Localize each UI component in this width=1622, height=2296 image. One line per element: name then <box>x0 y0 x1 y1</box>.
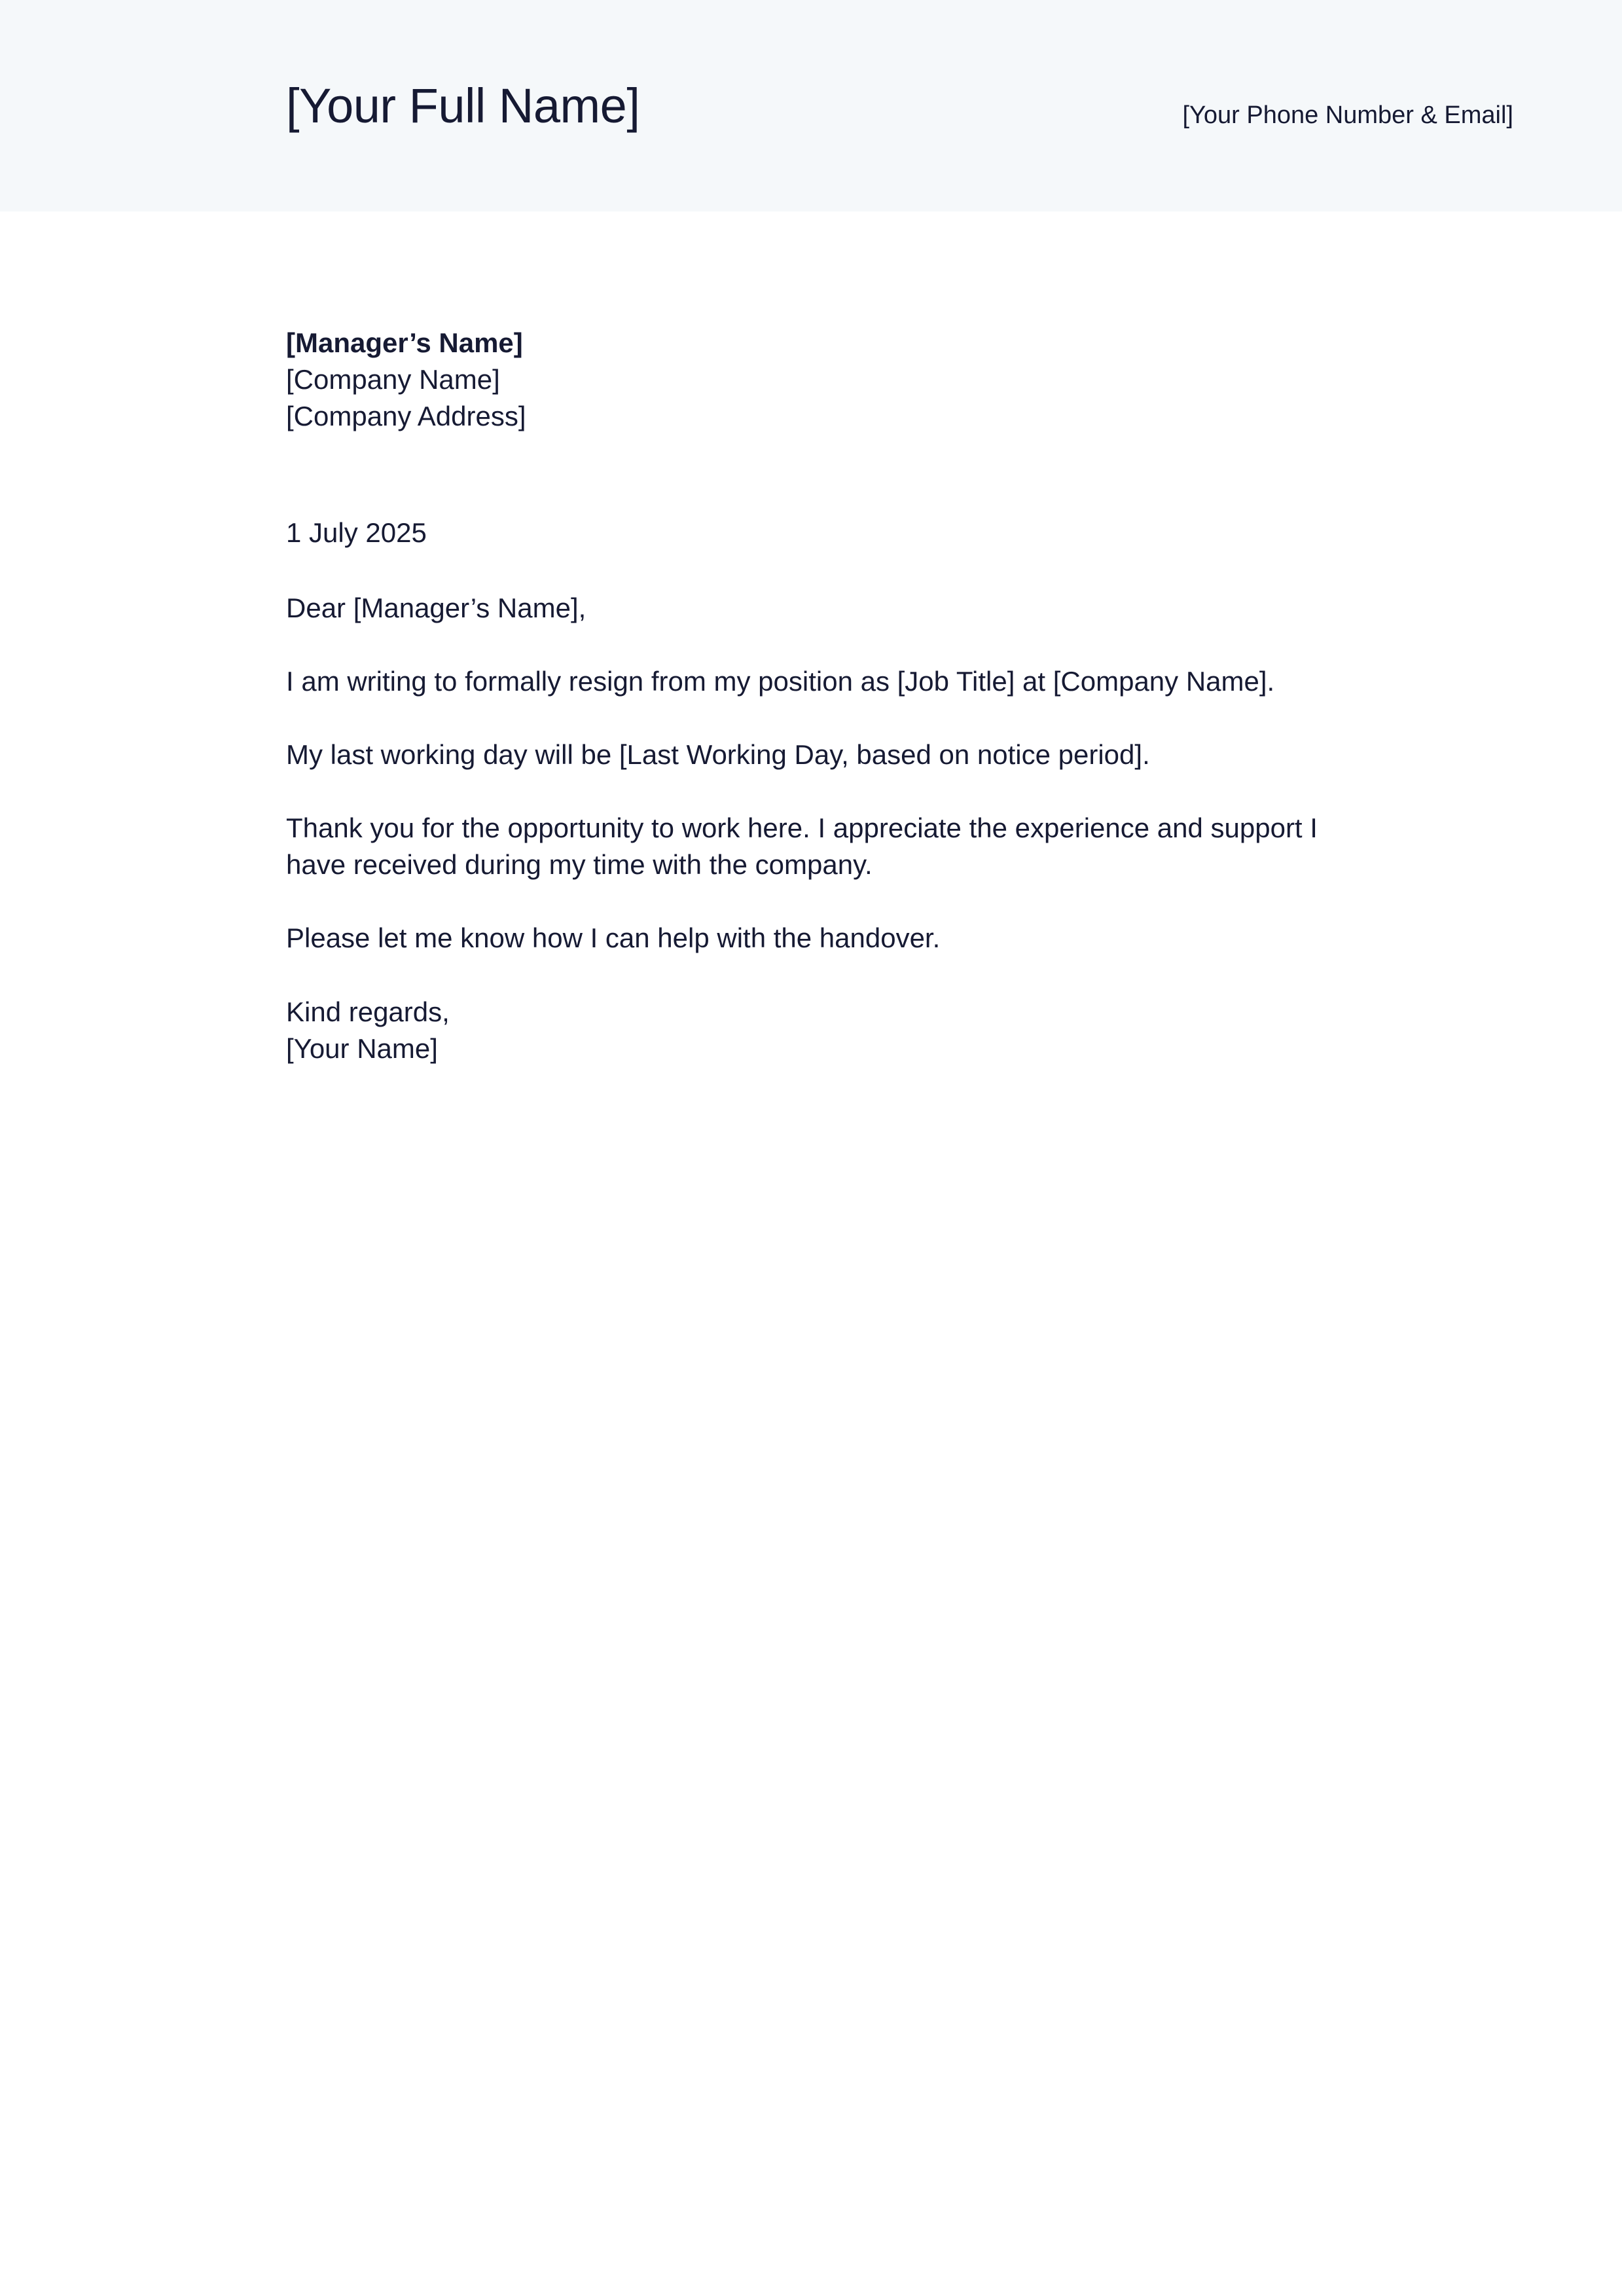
paragraph-handover: Please let me know how I can help with the handover. <box>286 922 941 953</box>
paragraph-resignation: I am writing to formally resign from my position as [Job Title] at [Company Name]. <box>286 666 1275 697</box>
signature-name: [Your Name] <box>286 1033 438 1064</box>
closing: Kind regards, <box>286 996 450 1027</box>
salutation: Dear [Manager’s Name], <box>286 592 586 623</box>
sender-full-name: [Your Full Name] <box>286 79 640 133</box>
recipient-company: [Company Name] <box>286 364 500 395</box>
recipient-address: [Company Address] <box>286 401 526 431</box>
paragraph-thanks-line-2: have received during my time with the company. <box>286 849 873 880</box>
paragraph-last-day: My last working day will be [Last Working Day, based on notice period]. <box>286 739 1150 770</box>
sender-contact: [Your Phone Number & Email] <box>1182 101 1513 129</box>
paragraph-thanks-line-1: Thank you for the opportunity to work here. I appreciate the experience and support I <box>286 812 1318 843</box>
letterhead <box>0 0 1622 211</box>
recipient-name: [Manager’s Name] <box>286 327 523 358</box>
letter-date: 1 July 2025 <box>286 517 427 548</box>
